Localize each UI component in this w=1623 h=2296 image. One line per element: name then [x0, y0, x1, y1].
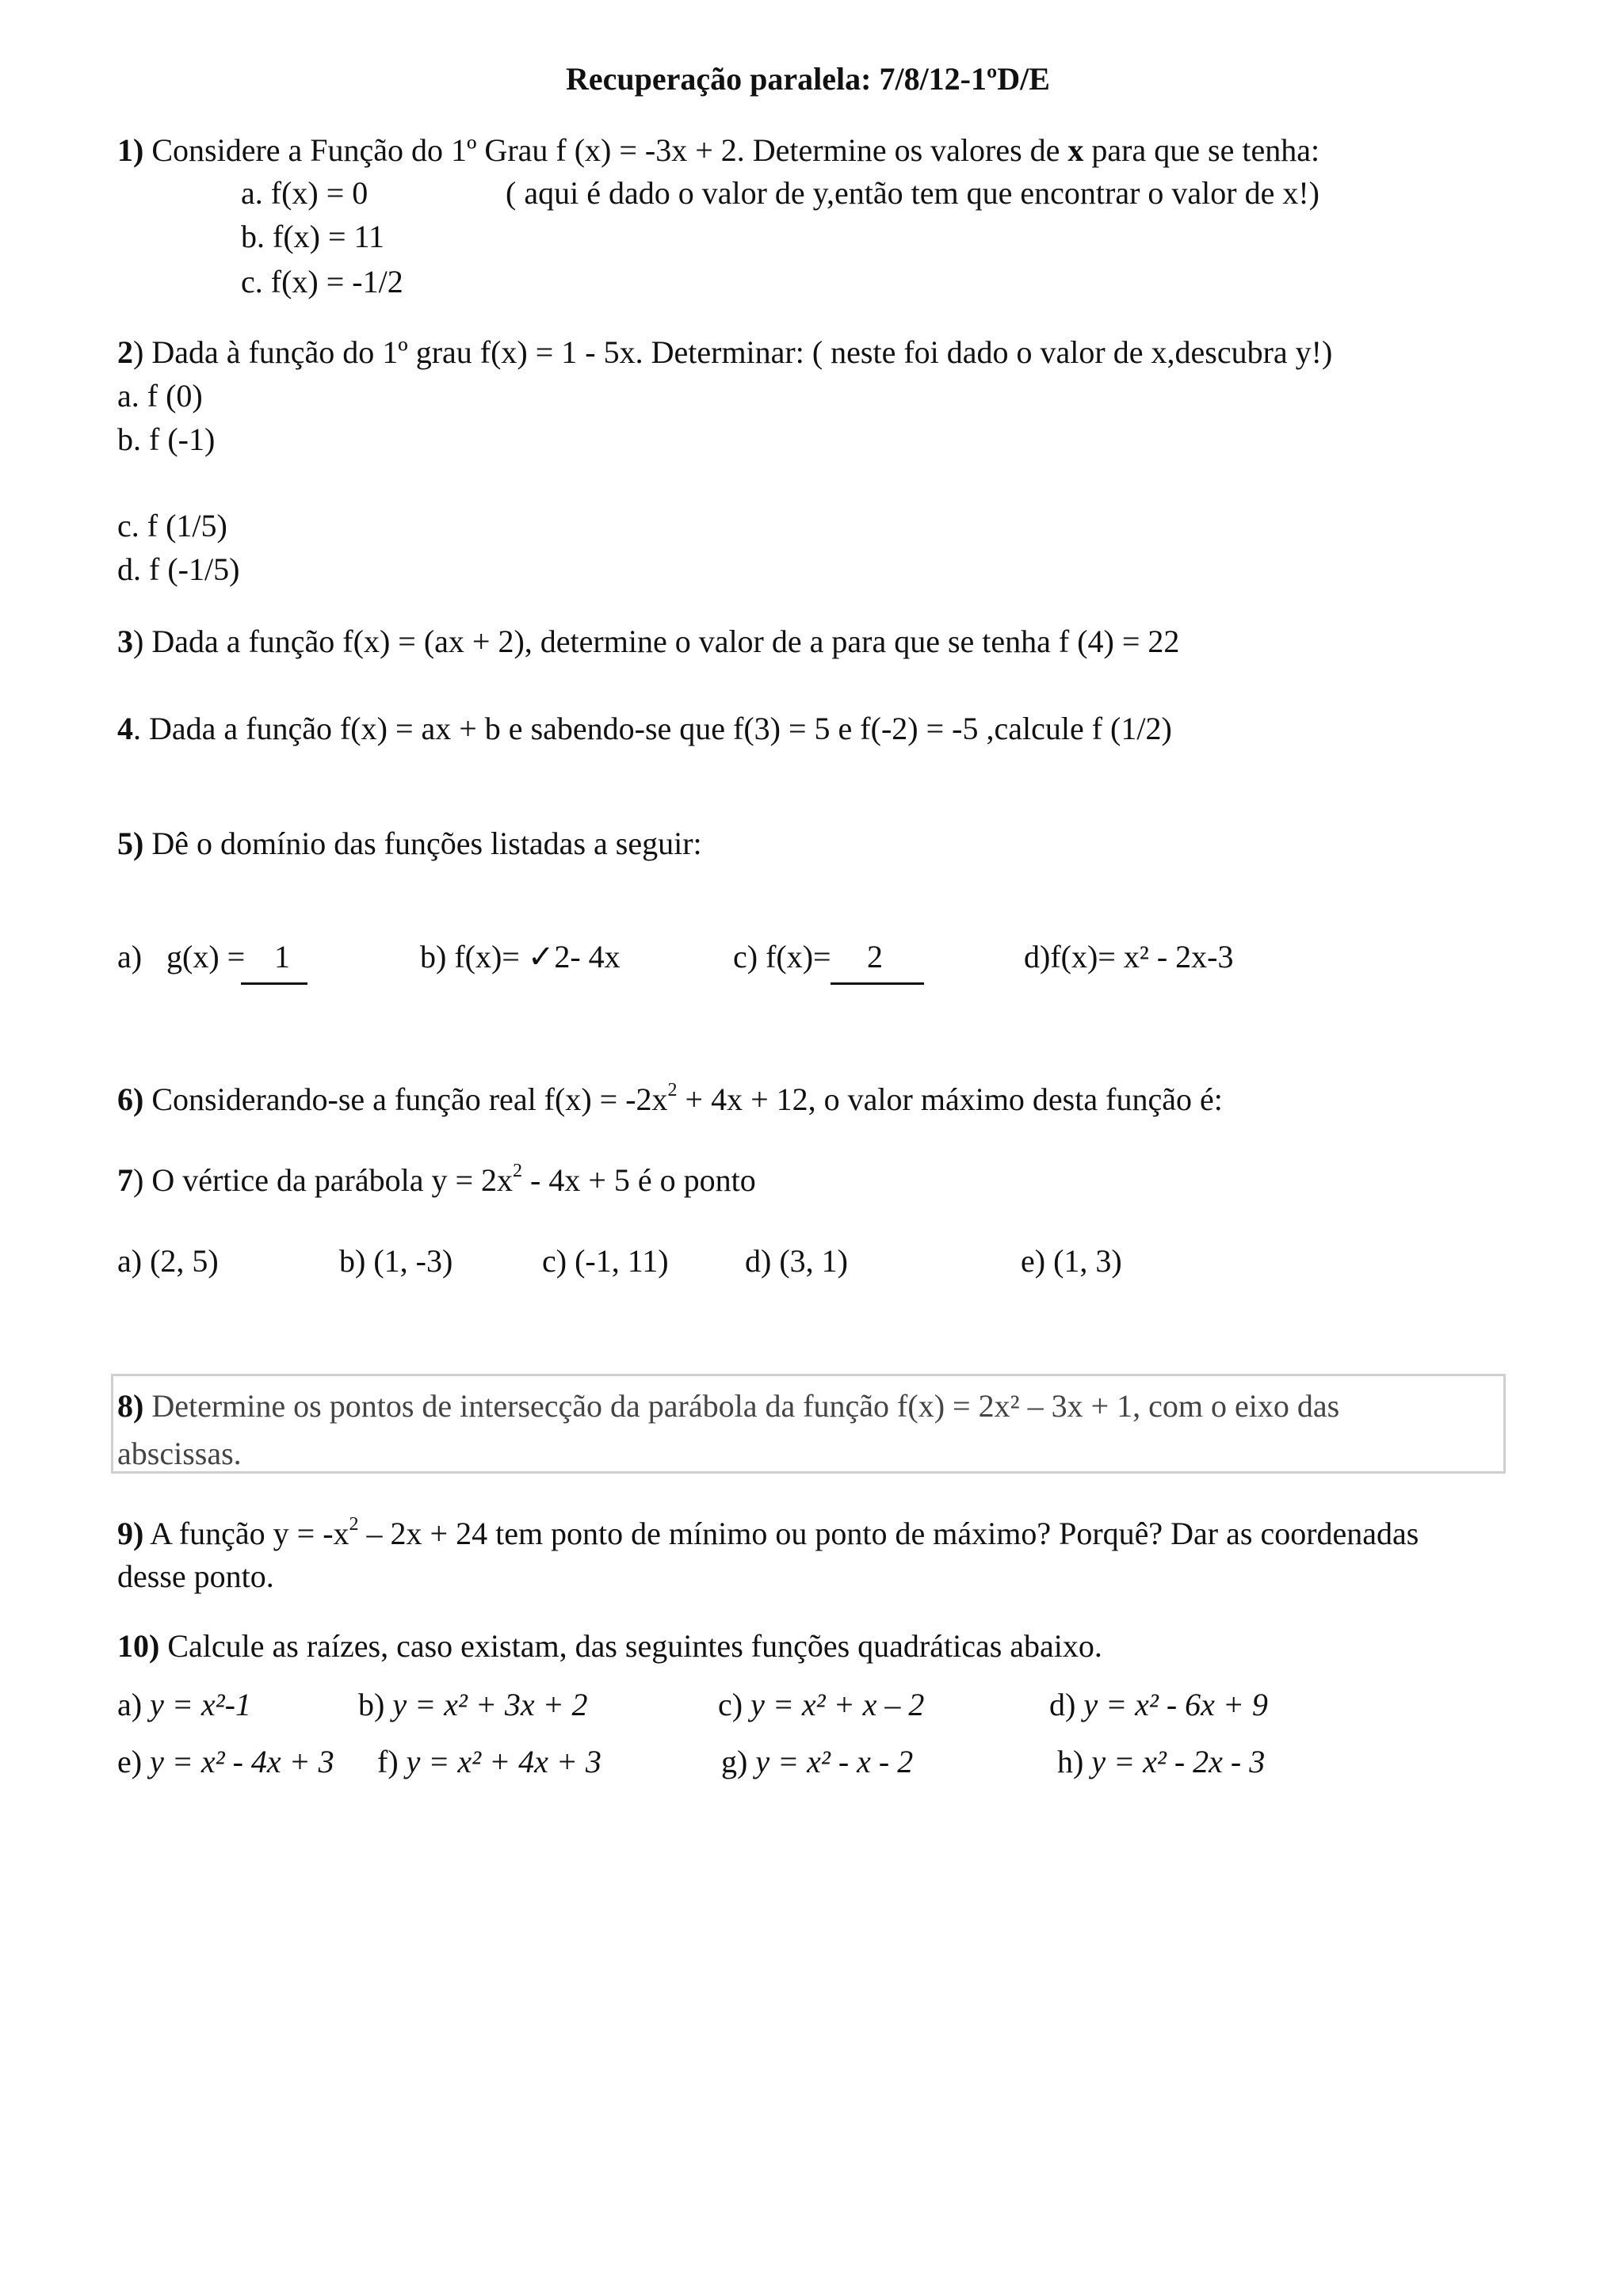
question-4-number: 4 — [117, 711, 133, 746]
question-7-number: 7 — [117, 1162, 133, 1198]
question-7-exponent: 2 — [513, 1160, 523, 1181]
question-2-item-d: d. f (-1/5) — [117, 551, 240, 587]
question-10-item-h: h) y = x² - 2x - 3 — [1057, 1744, 1266, 1779]
question-1-item-c: c. f(x) = -1/2 — [241, 264, 403, 299]
question-8-number: 8) — [117, 1388, 144, 1424]
question-8-text: Determine os pontos de intersecção da parábola da função f(x) = 2x² – 3x + 1, com o eixo das — [143, 1388, 1340, 1424]
question-5-text: Dê o domínio das funções listadas a seguir: — [143, 826, 702, 861]
question-1 — [117, 132, 1320, 168]
question-2 — [117, 334, 1333, 370]
question-10 — [117, 1630, 1102, 1662]
question-3 — [117, 626, 1179, 658]
question-9-line-2: desse ponto. — [117, 1558, 274, 1594]
question-1-note: ( aqui é dado o valor de y,então tem que encontrar o valor de x!) — [506, 175, 1319, 211]
question-2-text: ) Dada à função do 1º grau f(x) = 1 - 5x. Determinar: ( neste foi dado o valor de x,descubra y!) — [133, 334, 1333, 370]
question-8-line-1 — [117, 1390, 1339, 1422]
question-5 — [117, 828, 702, 860]
question-3-text: ) Dada a função f(x) = (ax + 2), determine o valor de a para que se tenha f (4) = 22 — [133, 624, 1180, 659]
question-6 — [117, 1079, 1223, 1117]
question-10-item-e: e) y = x² - 4x + 3 — [117, 1744, 334, 1779]
question-9-text-a: A função y = -x — [143, 1516, 349, 1551]
question-9-text-b: – 2x + 24 tem ponto de mínimo ou ponto de máximo? Porquê? Dar as coordenadas — [358, 1516, 1419, 1551]
question-6-text-a: Considerando-se a função real f(x) = -2x — [143, 1081, 668, 1117]
question-4 — [117, 713, 1172, 745]
question-10-item-f: f) y = x² + 4x + 3 — [377, 1744, 601, 1779]
question-7-option-d: d) (3, 1) — [745, 1243, 848, 1279]
question-1-item-a: a. f(x) = 0 — [241, 175, 369, 211]
question-5-a-numerator: 1 — [274, 939, 290, 974]
question-8-line-2: abscissas. — [117, 1436, 242, 1471]
question-5-c-fraction-bar — [831, 982, 924, 985]
question-10-item-d: d) y = x² - 6x + 9 — [1049, 1687, 1268, 1722]
question-5-a-fraction-bar — [241, 982, 307, 985]
question-5-b: b) f(x)= ✓2- 4x — [420, 939, 621, 974]
question-6-exponent: 2 — [667, 1079, 678, 1100]
question-10-item-g: g) y = x² - x - 2 — [721, 1744, 914, 1779]
question-1-item-b: b. f(x) = 11 — [241, 219, 385, 254]
question-4-text: . Dada a função f(x) = ax + b e sabendo-se que f(3) = 5 e f(-2) = -5 ,calcule f (1/2) — [133, 711, 1172, 746]
question-10-number: 10) — [117, 1628, 160, 1664]
question-6-text-b: + 4x + 12, o valor máximo desta função é: — [677, 1081, 1223, 1117]
question-2-item-b: b. f (-1) — [117, 421, 216, 457]
question-5-number: 5) — [117, 826, 144, 861]
question-7-option-b: b) (1, -3) — [339, 1243, 453, 1279]
question-5-c-expr: c) f(x)= — [733, 939, 831, 974]
question-1-variable: x — [1067, 132, 1084, 168]
question-9 — [117, 1513, 1419, 1551]
question-9-number: 9) — [117, 1516, 144, 1551]
question-6-number: 6) — [117, 1081, 144, 1117]
question-5-c-numerator: 2 — [867, 939, 883, 974]
question-7-option-e: e) (1, 3) — [1021, 1243, 1122, 1279]
question-2-item-a: a. f (0) — [117, 378, 203, 414]
question-9-exponent: 2 — [349, 1513, 359, 1535]
question-2-number: 2 — [117, 334, 133, 370]
question-5-d: d)f(x)= x² - 2x-3 — [1024, 939, 1234, 974]
question-8-box — [111, 1374, 1506, 1474]
question-10-text: Calcule as raízes, caso existam, das seguintes funções quadráticas abaixo. — [159, 1628, 1102, 1664]
question-3-number: 3 — [117, 624, 133, 659]
question-1-number: 1) — [117, 132, 144, 168]
question-5-a-expr: g(x) = — [166, 939, 246, 974]
page-title: Recuperação paralela: 7/8/12-1ºD/E — [566, 61, 1050, 97]
question-7-text-a: ) O vértice da parábola y = 2x — [133, 1162, 514, 1198]
question-7-text-b: - 4x + 5 é o ponto — [522, 1162, 756, 1198]
question-7-option-c: c) (-1, 11) — [542, 1243, 669, 1279]
question-1-text-b: para que se tenha: — [1083, 132, 1320, 168]
question-7-option-a: a) (2, 5) — [117, 1243, 219, 1279]
question-10-item-a: a) y = x²-1 — [117, 1687, 251, 1722]
question-7 — [117, 1160, 756, 1198]
question-1-text-a: Considere a Função do 1º Grau f (x) = -3x + 2. Determine os valores de — [143, 132, 1068, 168]
question-5-a-label: a) — [117, 939, 143, 974]
question-2-item-c: c. f (1/5) — [117, 508, 227, 543]
question-10-item-b: b) y = x² + 3x + 2 — [358, 1687, 588, 1722]
question-10-item-c: c) y = x² + x – 2 — [718, 1687, 925, 1722]
